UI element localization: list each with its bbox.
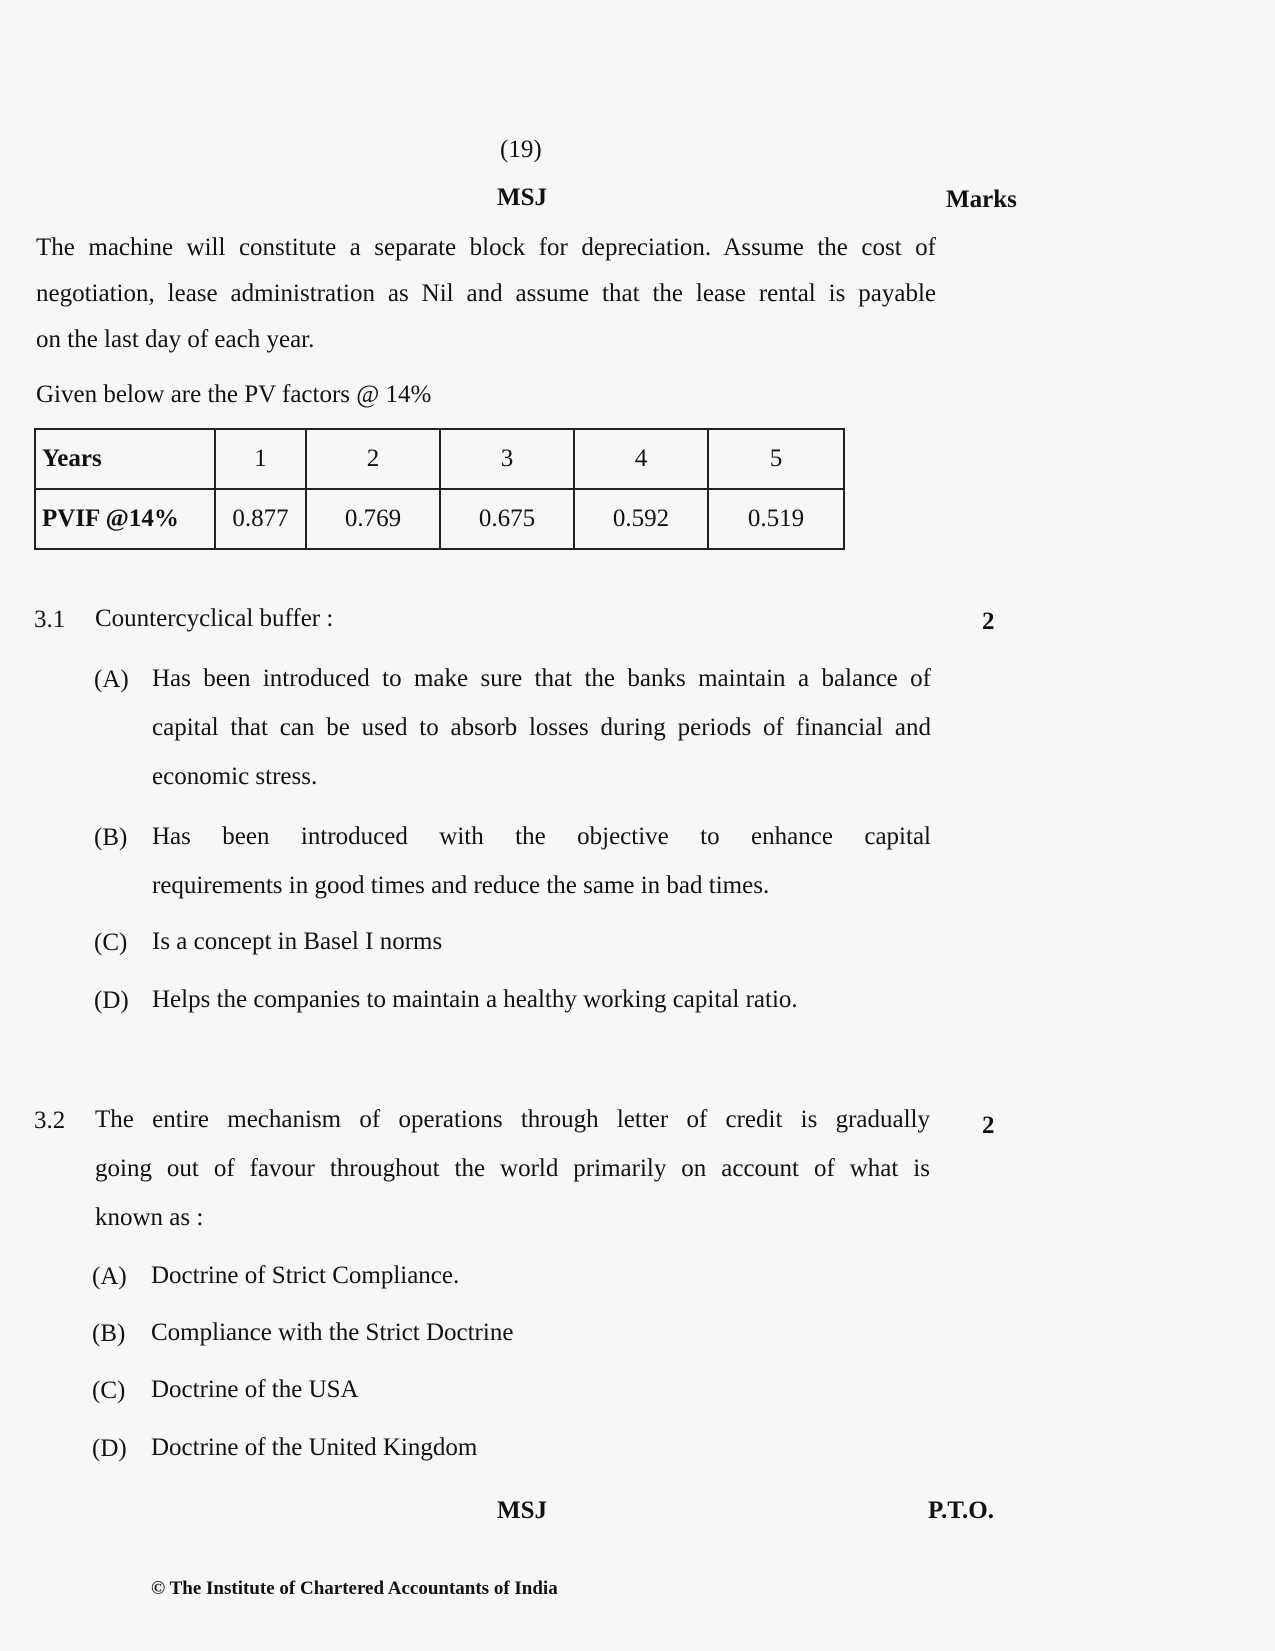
option-letter: (C)	[94, 929, 128, 956]
table-cell: 1	[215, 429, 306, 489]
option-letter: (D)	[94, 987, 129, 1014]
pv-factor-table	[34, 428, 845, 550]
question-line: going out of favour throughout the world primarily on account of what is	[95, 1155, 930, 1182]
option-text: Compliance with the Strict Doctrine	[151, 1319, 514, 1346]
table-cell: 0.877	[215, 489, 306, 549]
option-line: Has been introduced with the objective to enhance capital	[152, 823, 931, 850]
option-text	[152, 812, 931, 910]
table-cell: 5	[708, 429, 844, 489]
option-line: Has been introduced to make sure that the banks maintain a balance of	[152, 665, 931, 692]
paper-code-footer: MSJ	[497, 1497, 547, 1524]
table-cell: 2	[306, 429, 440, 489]
question-marks: 2	[982, 608, 995, 635]
question-line: known as :	[95, 1204, 204, 1231]
table-cell: 4	[574, 429, 708, 489]
question-number: 3.2	[34, 1107, 66, 1134]
option-letter: (A)	[92, 1263, 127, 1290]
question-text	[95, 1095, 930, 1242]
intro-paragraph	[36, 225, 936, 363]
option-letter: (A)	[94, 666, 129, 693]
option-line: capital that can be used to absorb losses during periods of financial and	[152, 714, 931, 741]
option-letter: (B)	[92, 1320, 126, 1347]
question-text: Countercyclical buffer :	[95, 605, 334, 632]
table-cell: 0.769	[306, 489, 440, 549]
intro-line: negotiation, lease administration as Nil and assume that the lease rental is payable	[36, 280, 936, 307]
table-row	[35, 489, 844, 549]
option-letter: (C)	[92, 1377, 126, 1404]
intro-line: The machine will constitute a separate block for depreciation. Assume the cost of	[36, 234, 936, 261]
table-header-cell: PVIF @14%	[35, 489, 215, 549]
table-cell: 0.592	[574, 489, 708, 549]
pv-factors-intro: Given below are the PV factors @ 14%	[36, 381, 432, 408]
please-turn-over: P.T.O.	[928, 1497, 994, 1524]
table-cell: 3	[440, 429, 574, 489]
option-text	[152, 654, 931, 801]
question-line: The entire mechanism of operations through letter of credit is gradually	[95, 1106, 930, 1133]
marks-column-label: Marks	[946, 186, 1017, 213]
option-line: requirements in good times and reduce the same in bad times.	[152, 872, 770, 899]
question-number: 3.1	[34, 606, 66, 633]
table-cell: 0.675	[440, 489, 574, 549]
paper-code-header: MSJ	[497, 184, 547, 211]
option-line: economic stress.	[152, 763, 318, 790]
question-marks: 2	[982, 1112, 995, 1139]
table-header-cell: Years	[35, 429, 215, 489]
copyright-notice: © The Institute of Chartered Accountants of India	[151, 1578, 558, 1599]
option-text: Is a concept in Basel I norms	[152, 928, 443, 955]
option-text: Doctrine of the USA	[151, 1376, 359, 1403]
page-number: (19)	[500, 136, 542, 163]
intro-line: on the last day of each year.	[36, 326, 315, 353]
table-row	[35, 429, 844, 489]
option-letter: (B)	[94, 824, 128, 851]
option-text: Helps the companies to maintain a healthy working capital ratio.	[152, 986, 798, 1013]
table-cell: 0.519	[708, 489, 844, 549]
option-text: Doctrine of the United Kingdom	[151, 1434, 478, 1461]
option-letter: (D)	[92, 1435, 127, 1462]
option-text: Doctrine of Strict Compliance.	[151, 1262, 460, 1289]
